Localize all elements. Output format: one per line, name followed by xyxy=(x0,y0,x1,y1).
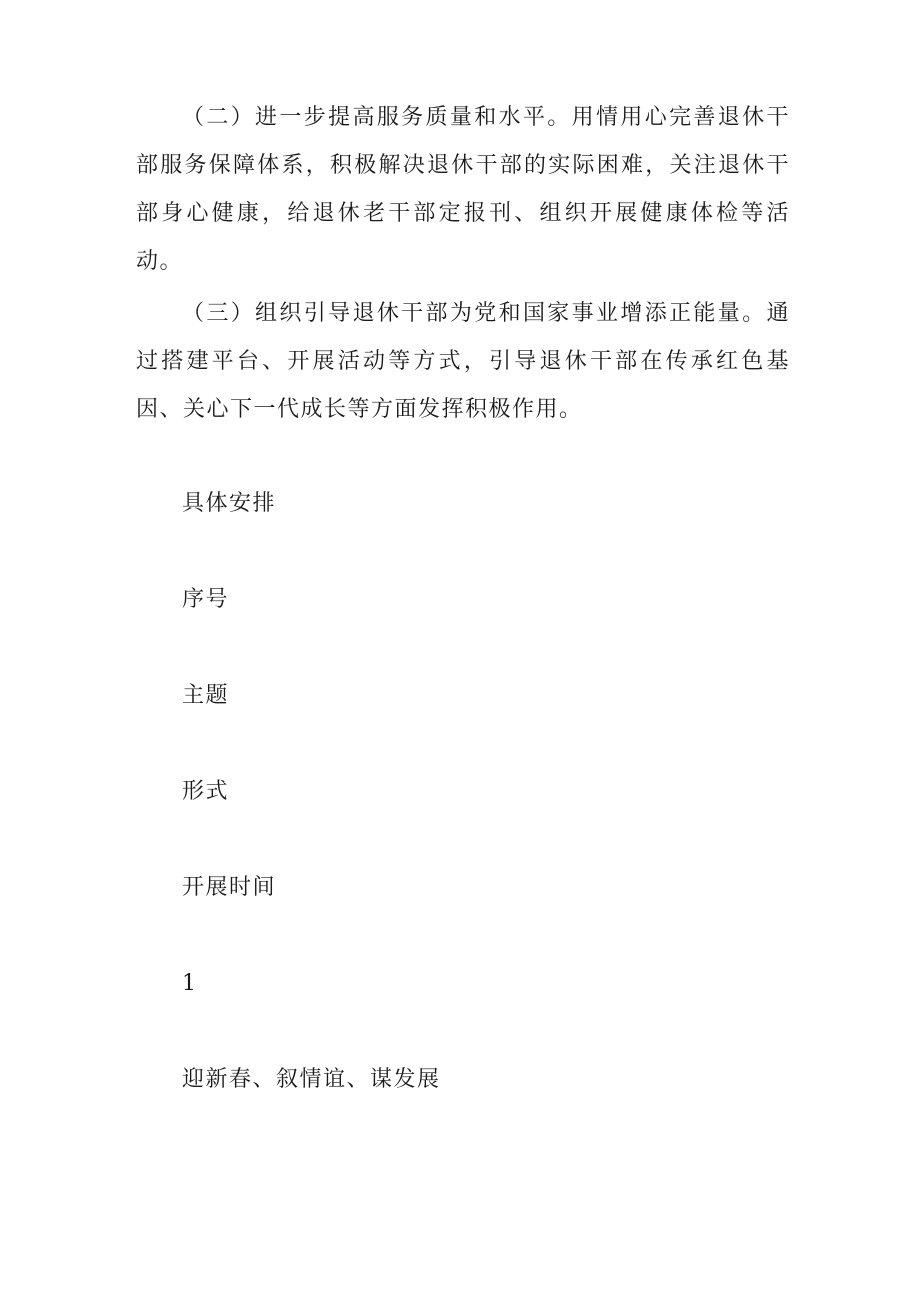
paragraph-service-quality: （二）进一步提高服务质量和水平。用情用心完善退休干部服务保障体系，积极解决退休干部的实际困难，关注退休干部身心健康，给退休老干部定报刊、组织开展健康体检等活动。 xyxy=(136,105,790,274)
table-header-index: 序号 xyxy=(182,587,230,612)
table-header-theme: 主题 xyxy=(182,683,230,708)
paragraph-positive-energy: （三）组织引导退休干部为党和国家事业增添正能量。通过搭建平台、开展活动等方式，引导退休干部在传承红色基因、关心下一代成长等方面发挥积极作用。 xyxy=(136,301,790,422)
table-header-format: 形式 xyxy=(182,779,230,804)
table-cell-theme: 迎新春、叙情谊、谋发展 xyxy=(182,1067,441,1092)
section-heading: 具体安排 xyxy=(182,491,277,516)
table-cell-index: 1 xyxy=(182,971,198,996)
table-header-time: 开展时间 xyxy=(182,875,277,900)
